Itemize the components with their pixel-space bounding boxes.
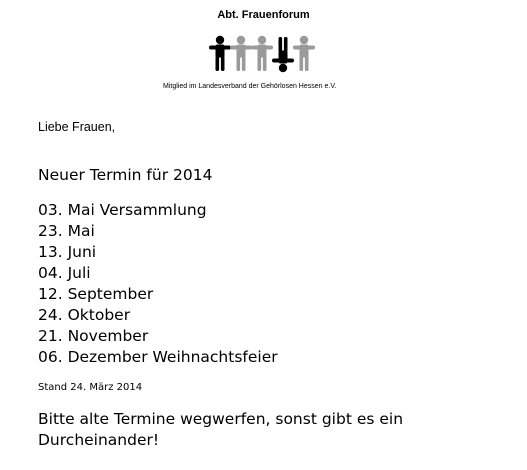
status-date: Stand 24. März 2014 <box>38 382 143 393</box>
figure-gray-1 <box>230 36 252 71</box>
notice-text: Bitte alte Termine wegwerfen, sonst gibt es ein Durcheinander! <box>38 410 404 449</box>
list-item: 03. Mai Versammlung <box>38 201 207 219</box>
membership-note: Mitglied im Landesverband der Gehörlosen Hessen e.V. <box>163 83 337 90</box>
organization-title: Abt. Frauenforum <box>217 9 310 21</box>
list-item: 23. Mai <box>38 222 95 240</box>
list-item: 04. Juli <box>38 264 91 282</box>
dates-heading: Neuer Termin für 2014 <box>38 166 213 184</box>
figure-black-2 <box>272 37 294 72</box>
list-item: 06. Dezember Weihnachtsfeier <box>38 348 278 366</box>
list-item: 21. November <box>38 327 149 345</box>
list-item: 13. Juni <box>38 243 97 261</box>
figure-gray-2 <box>251 36 273 71</box>
paper-chain-figures-icon <box>208 34 320 74</box>
greeting: Liebe Frauen, <box>38 120 116 134</box>
list-item: 24. Oktober <box>38 306 131 324</box>
figure-gray-3 <box>293 36 315 71</box>
dates-list <box>38 200 278 368</box>
list-item: 12. September <box>38 285 154 303</box>
figure-black-1 <box>209 36 231 71</box>
